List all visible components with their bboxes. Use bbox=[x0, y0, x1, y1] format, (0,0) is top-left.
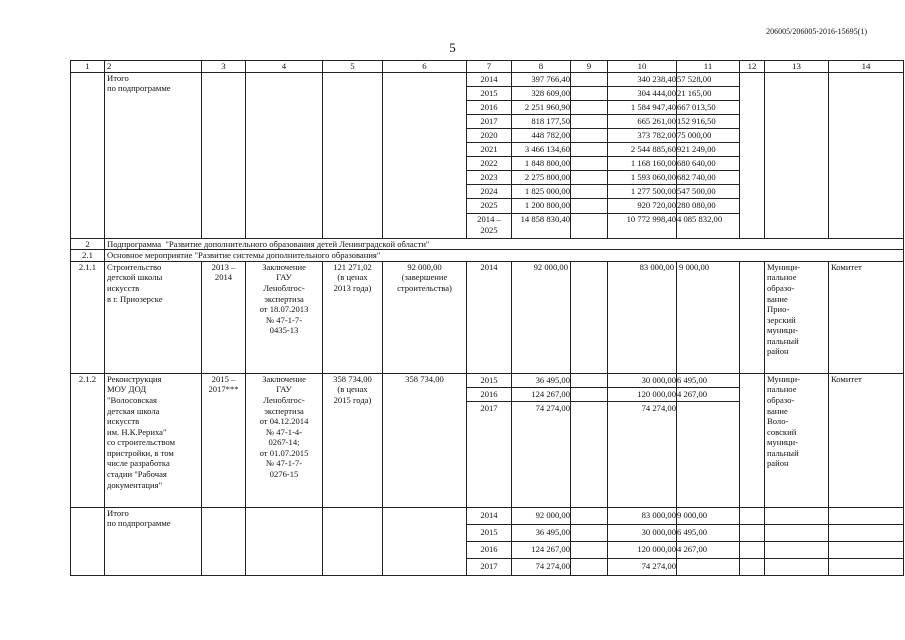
column-number: 10 bbox=[608, 61, 677, 73]
section-row bbox=[71, 250, 904, 262]
col6-value: 92 000,00 (завершение строительства) bbox=[383, 261, 467, 373]
total-label: Итого по подпрограмме bbox=[105, 507, 202, 575]
object-name: Строительство детской школы искусств в г. Приозерске bbox=[105, 261, 202, 373]
page-number: 5 bbox=[449, 40, 456, 55]
column-number: 13 bbox=[765, 61, 829, 73]
amount-col11: 57 528,00 21 165,00 667 013,50 152 916,50 75 000,00 921 249,00 680 640,00 682 740,00 547 500,00 280 080,00 4 085 832,00 bbox=[677, 72, 740, 238]
column-number: 11 bbox=[677, 61, 740, 73]
amount-col8: 36 495,00 124 267,00 74 274,00 bbox=[512, 373, 571, 507]
section-title: Основное мероприятие "Развитие системы дополнительного образования" bbox=[105, 250, 904, 262]
column-number: 12 bbox=[740, 61, 765, 73]
amount-col10: 340 238,40 304 444,00 1 584 947,40 665 261,00 373 782,00 2 544 885,60 1 168 160,00 1 593 060,00 1 277 500,00 920 720,00 10 772 998,40 bbox=[608, 72, 677, 238]
column-number: 4 bbox=[246, 61, 323, 73]
section-number: 2.1 bbox=[71, 250, 105, 262]
subprogram-total-row bbox=[71, 507, 904, 575]
amount-col10: 83 000,00 30 000,00 120 000,00 74 274,00 bbox=[608, 507, 677, 575]
period: 2013 – 2014 bbox=[202, 261, 246, 373]
amount-col10: 83 000,00 bbox=[608, 261, 677, 373]
column-number: 1 bbox=[71, 61, 105, 73]
column-number: 14 bbox=[829, 61, 904, 73]
row-number: 2.1.2 bbox=[71, 373, 105, 507]
document-id: 206005/206005-2016-15695(1) bbox=[766, 27, 867, 36]
col6-value: 358 734,00 bbox=[383, 373, 467, 507]
amount-col10: 30 000,00 120 000,00 74 274,00 bbox=[608, 373, 677, 507]
column-number: 7 bbox=[467, 61, 512, 73]
cost: 121 271,02 (в ценах 2013 года) bbox=[323, 261, 383, 373]
expertise: Заключение ГАУ Леноблгос- экспертиза от 18.07.2013 № 47-1-7- 0435-13 bbox=[246, 261, 323, 373]
executor: Комитет bbox=[829, 373, 904, 507]
amount-col11: 9 000,00 bbox=[677, 261, 740, 373]
amount-col8: 397 766,40 328 609,00 2 251 960,90 818 177,50 448 782,00 3 466 134,60 1 848 800,00 2 275 800,00 1 825 000,00 1 200 800,00 14 858 830,40 bbox=[512, 72, 571, 238]
column-number-row bbox=[71, 61, 904, 73]
expertise: Заключение ГАУ Леноблгос- экспертиза от 04.12.2014 № 47-1-4- 0267-14; от 01.07.2015 № 47-1-7- 0276-15 bbox=[246, 373, 323, 507]
column-number: 9 bbox=[571, 61, 608, 73]
total-label: Итого по подпрограмме bbox=[105, 72, 202, 238]
column-number: 3 bbox=[202, 61, 246, 73]
row-number: 2.1.1 bbox=[71, 261, 105, 373]
municipality: Муници- пальное образо- вание Прио- зерский муници- пальный район bbox=[765, 261, 829, 373]
table-row bbox=[71, 373, 904, 507]
year-cell: 2014 2015 2016 2017 bbox=[467, 507, 512, 575]
section-row bbox=[71, 238, 904, 250]
object-name: Реконструкция МОУ ДОД "Волосовская детская школа искусств им. Н.К.Рериха" со строительством пристройки, в том числе разработка стадии "Рабочая документация" bbox=[105, 373, 202, 507]
year-cell: 2015 2016 2017 bbox=[467, 373, 512, 507]
year-cell: 2014 bbox=[467, 261, 512, 373]
program-table bbox=[70, 60, 904, 576]
executor: Комитет bbox=[829, 261, 904, 373]
municipality: Муници- пальное образо- вание Воло- совский муници- пальный район bbox=[765, 373, 829, 507]
amount-col8: 92 000,00 bbox=[512, 261, 571, 373]
subprogram-total-row bbox=[71, 72, 904, 238]
section-title: Подпрограмма "Развитие дополнительного образования детей Ленинградской области" bbox=[105, 238, 904, 250]
column-number: 2 bbox=[105, 61, 202, 73]
cost: 358 734,00 (в ценах 2015 года) bbox=[323, 373, 383, 507]
column-number: 8 bbox=[512, 61, 571, 73]
amount-col8: 92 000,00 36 495,00 124 267,00 74 274,00 bbox=[512, 507, 571, 575]
section-number: 2 bbox=[71, 238, 105, 250]
period: 2015 – 2017*** bbox=[202, 373, 246, 507]
amount-col11: 9 000,00 6 495,00 4 267,00 bbox=[677, 507, 740, 575]
table-row bbox=[71, 261, 904, 373]
column-number: 6 bbox=[383, 61, 467, 73]
year-cell: 2014 2015 2016 2017 2020 2021 2022 2023 2024 2025 2014 – 2025 bbox=[467, 72, 512, 238]
column-number: 5 bbox=[323, 61, 383, 73]
amount-col11: 6 495,00 4 267,00 bbox=[677, 373, 740, 507]
